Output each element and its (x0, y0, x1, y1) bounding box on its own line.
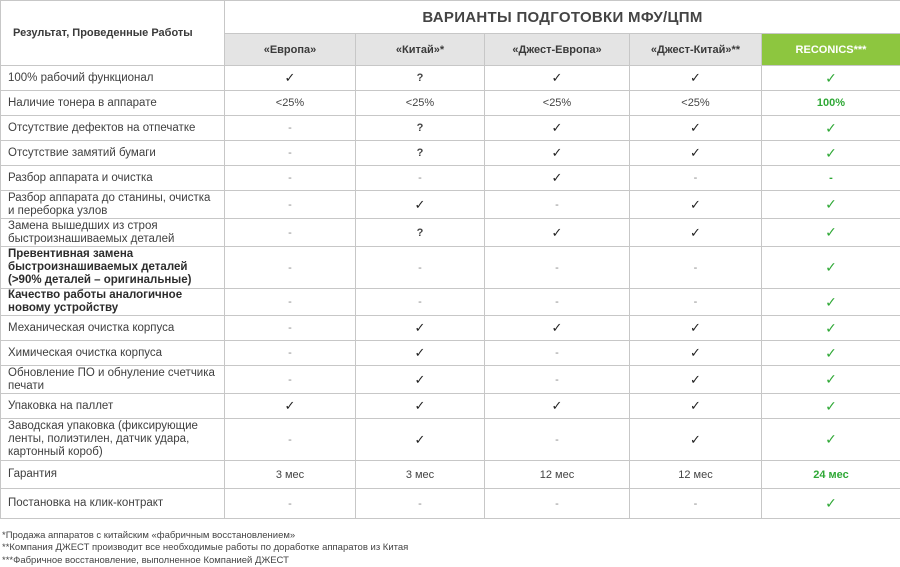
footnote-2: **Компания ДЖЕСТ производит все необходимые работы по доработке аппаратов из Китая (2, 542, 408, 554)
table-cell: 24 мес (762, 461, 900, 489)
table-cell: ✓ (356, 191, 485, 219)
table-cell: ✓ (630, 219, 762, 247)
table-cell: <25% (225, 91, 356, 116)
table-row (1, 66, 900, 91)
table-cell: - (225, 289, 356, 316)
table-cell: ✓ (630, 116, 762, 141)
table-row (1, 141, 900, 166)
table-cell: ✓ (356, 316, 485, 341)
table-cell: ✓ (762, 219, 900, 247)
row-label: Химическая очистка корпуса (1, 341, 225, 366)
column-header-5: RECONICS*** (762, 34, 900, 66)
table-cell: ✓ (630, 141, 762, 166)
table-title: ВАРИАНТЫ ПОДГОТОВКИ МФУ/ЦПМ (225, 1, 900, 34)
table-cell: - (225, 116, 356, 141)
table-row (1, 489, 900, 519)
table-cell: <25% (485, 91, 630, 116)
row-label: Качество работы аналогичное новому устройству (1, 289, 225, 316)
table-row (1, 289, 900, 316)
row-label: Упаковка на паллет (1, 394, 225, 419)
table-cell: ✓ (630, 366, 762, 394)
table-cell: 3 мес (356, 461, 485, 489)
table-cell: - (225, 219, 356, 247)
table-cell: ✓ (630, 66, 762, 91)
table-cell: - (485, 191, 630, 219)
table-cell: ✓ (630, 419, 762, 461)
row-label: Заводская упаковка (фиксирующие ленты, полиэтилен, датчик удара, картонный короб) (1, 419, 225, 461)
table-cell: ✓ (485, 66, 630, 91)
table-cell: 12 мес (630, 461, 762, 489)
table-cell: ✓ (762, 394, 900, 419)
table-cell: ✓ (630, 316, 762, 341)
table-row (1, 419, 900, 461)
table-cell: - (485, 289, 630, 316)
table-cell: ✓ (762, 289, 900, 316)
table-cell: ? (356, 66, 485, 91)
table-cell: - (356, 289, 485, 316)
table-cell: ? (356, 116, 485, 141)
table-cell: - (356, 166, 485, 191)
row-label: Превентивная замена быстроизнашиваемых деталей (>90% деталей – оригинальные) (1, 247, 225, 289)
table-cell: ✓ (762, 247, 900, 289)
row-label: Обновление ПО и обнуление счетчика печати (1, 366, 225, 394)
table-cell: - (225, 341, 356, 366)
footnote-1: *Продажа аппаратов с китайским «фабричным восстановлением» (2, 530, 408, 542)
table-cell: ✓ (485, 141, 630, 166)
table-cell: ✓ (225, 66, 356, 91)
table-cell: - (225, 191, 356, 219)
table-cell: - (485, 419, 630, 461)
row-label: Механическая очистка корпуса (1, 316, 225, 341)
table-cell: ✓ (485, 394, 630, 419)
table-cell: ✓ (356, 341, 485, 366)
table-row (1, 191, 900, 219)
table-cell: - (225, 166, 356, 191)
table-row (1, 461, 900, 489)
table-cell: ✓ (485, 316, 630, 341)
row-label: Замена вышедших из строя быстроизнашиваемых деталей (1, 219, 225, 247)
table-cell: <25% (356, 91, 485, 116)
table-cell: ✓ (630, 191, 762, 219)
table-row (1, 366, 900, 394)
table-cell: - (630, 247, 762, 289)
table-cell: - (485, 366, 630, 394)
table-cell: - (630, 489, 762, 519)
table-cell: ✓ (225, 394, 356, 419)
table-cell: ✓ (762, 66, 900, 91)
row-label: Отсутствие дефектов на отпечатке (1, 116, 225, 141)
table-cell: - (630, 289, 762, 316)
table-cell: ? (356, 219, 485, 247)
table-cell: ✓ (762, 489, 900, 519)
table-cell: ✓ (762, 116, 900, 141)
table-cell: - (225, 489, 356, 519)
table-cell: 3 мес (225, 461, 356, 489)
table-row (1, 394, 900, 419)
table-cell: ? (356, 141, 485, 166)
table-cell: - (225, 316, 356, 341)
table-cell: ✓ (485, 116, 630, 141)
table-row (1, 166, 900, 191)
table-row (1, 341, 900, 366)
table-cell: ✓ (762, 141, 900, 166)
table-cell: <25% (630, 91, 762, 116)
table-cell: ✓ (762, 419, 900, 461)
row-label: Отсутствие замятий бумаги (1, 141, 225, 166)
table-cell: - (485, 489, 630, 519)
table-cell: ✓ (485, 219, 630, 247)
footnote-3: ***Фабричное восстановление, выполненное Компанией ДЖЕСТ (2, 555, 408, 567)
table-cell: - (762, 166, 900, 191)
table-cell: - (356, 247, 485, 289)
table-cell: ✓ (485, 166, 630, 191)
table-cell: - (356, 489, 485, 519)
table-row (1, 91, 900, 116)
table-row (1, 316, 900, 341)
row-label: Гарантия (1, 461, 225, 489)
row-label: Постановка на клик-контракт (1, 489, 225, 519)
column-header-2: «Китай»* (356, 34, 485, 66)
table-cell: - (485, 341, 630, 366)
table-cell: ✓ (762, 366, 900, 394)
column-header-4: «Джест-Китай»** (630, 34, 762, 66)
table-cell: - (225, 141, 356, 166)
table-cell: ✓ (762, 316, 900, 341)
table-cell: ✓ (356, 394, 485, 419)
corner-header: Результат, Проведенные Работы (1, 1, 225, 66)
table-cell: ✓ (762, 191, 900, 219)
table-row (1, 116, 900, 141)
footnotes (2, 530, 408, 567)
table-cell: 100% (762, 91, 900, 116)
column-header-3: «Джест-Европа» (485, 34, 630, 66)
table-cell: - (225, 247, 356, 289)
table-cell: ✓ (356, 366, 485, 394)
table-cell: ✓ (630, 341, 762, 366)
table-row (1, 247, 900, 289)
table-cell: ✓ (356, 419, 485, 461)
row-label: Наличие тонера в аппарате (1, 91, 225, 116)
table-cell: ✓ (630, 394, 762, 419)
table-cell: - (630, 166, 762, 191)
column-header-1: «Европа» (225, 34, 356, 66)
table-cell: - (225, 366, 356, 394)
table-row (1, 219, 900, 247)
row-label: Разбор аппарата и очистка (1, 166, 225, 191)
row-label: Разбор аппарата до станины, очистка и переборка узлов (1, 191, 225, 219)
table-cell: ✓ (762, 341, 900, 366)
table-body (1, 66, 900, 519)
table-cell: 12 мес (485, 461, 630, 489)
table-cell: - (485, 247, 630, 289)
table-cell: - (225, 419, 356, 461)
row-label: 100% рабочий функционал (1, 66, 225, 91)
